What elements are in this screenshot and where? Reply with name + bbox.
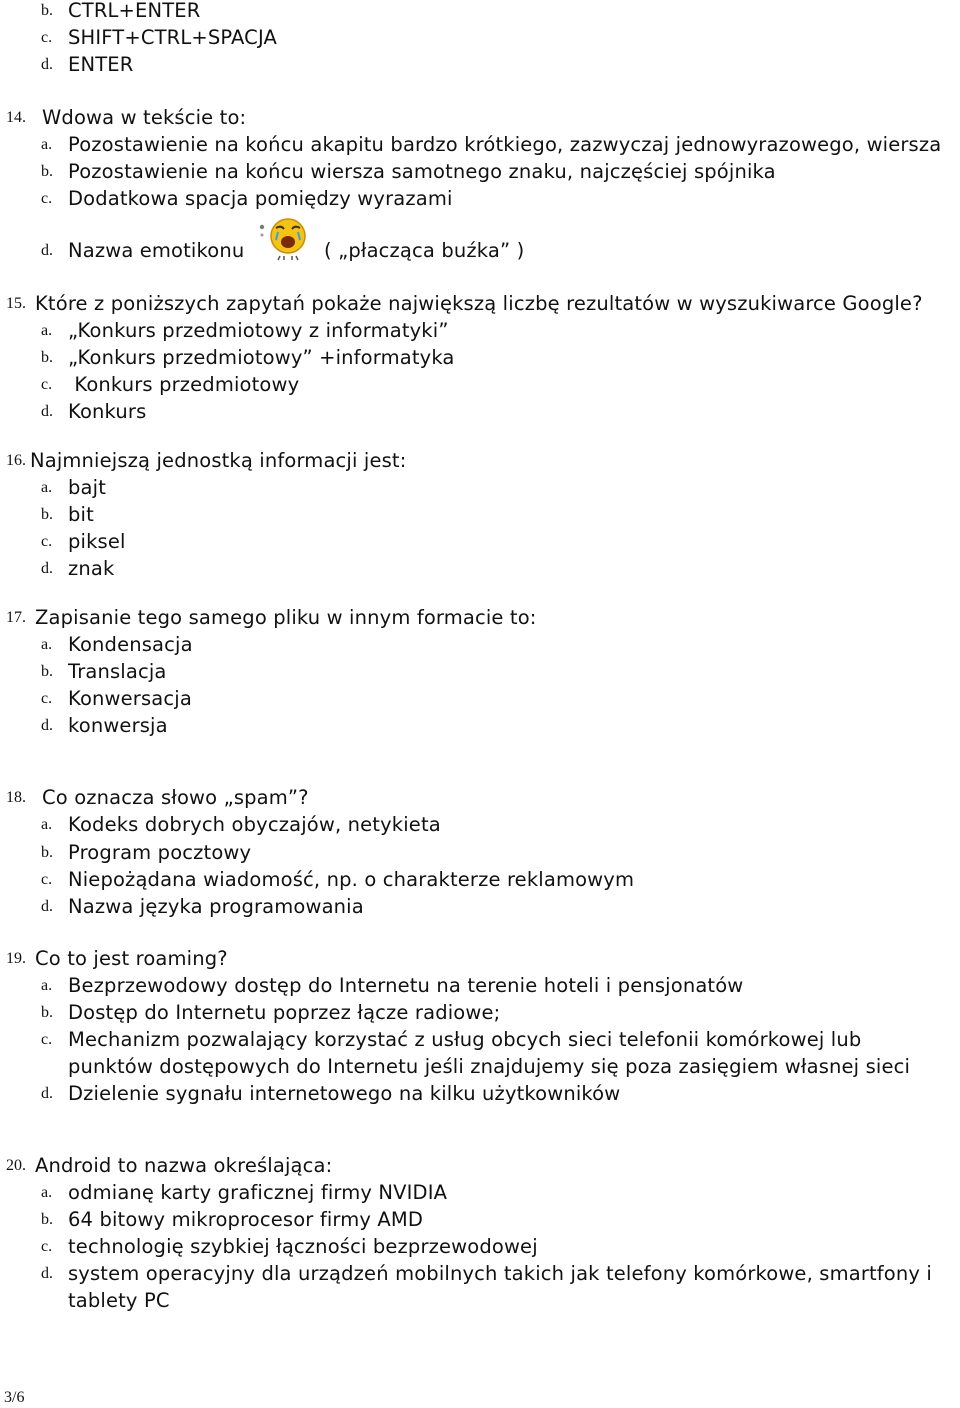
answer-text: Program pocztowy <box>68 841 252 864</box>
answer-text-continuation: punktów dostępowych do Internetu jeśli znajdujemy się poza zasięgiem własnej sieci <box>68 1055 911 1078</box>
answer-letter: d. <box>41 1085 53 1102</box>
answer-text: Dostęp do Internetu poprzez łącze radiowe; <box>68 1001 501 1024</box>
answer-text: bajt <box>68 476 106 499</box>
answer-text: Niepożądana wiadomość, np. o charakterze reklamowym <box>68 868 635 891</box>
answer-text: system operacyjny dla urządzeń mobilnych takich jak telefony komórkowe, smartfony i <box>68 1262 932 1285</box>
answer-letter: c. <box>41 29 53 46</box>
answer-text-after-icon: ( „płacząca buźka” ) <box>324 239 525 262</box>
question-text: Co oznacza słowo „spam”? <box>42 786 309 809</box>
question-number: 14. <box>6 109 26 126</box>
question-number: 19. <box>6 950 26 967</box>
answer-text: Kodeks dobrych obyczajów, netykieta <box>68 813 441 836</box>
answer-letter: a. <box>41 479 53 496</box>
question-number: 20. <box>6 1157 26 1174</box>
answer-text: Dodatkowa spacja pomiędzy wyrazami <box>68 187 453 210</box>
answer-letter: b. <box>41 349 53 366</box>
answer-text: Dzielenie sygnału internetowego na kilku użytkowników <box>68 1082 621 1105</box>
answer-text: Nazwa języka programowania <box>68 895 364 918</box>
answer-letter: b. <box>41 163 53 180</box>
question-text: Android to nazwa określająca: <box>35 1154 333 1177</box>
question-text: Wdowa w tekście to: <box>42 106 247 129</box>
answer-letter: d. <box>41 403 53 420</box>
answer-text-continuation: tablety PC <box>68 1289 170 1312</box>
answer-text: ENTER <box>68 53 134 76</box>
answer-text: SHIFT+CTRL+SPACJA <box>68 26 277 49</box>
answer-letter: c. <box>41 533 53 550</box>
question-text: Zapisanie tego samego pliku w innym formacie to: <box>35 606 537 629</box>
question-number: 18. <box>6 789 26 806</box>
answer-letter: c. <box>41 690 53 707</box>
answer-letter: c. <box>41 190 53 207</box>
answer-text: Pozostawienie na końcu akapitu bardzo krótkiego, zazwyczaj jednowyrazowego, wiersza <box>68 133 942 156</box>
answer-letter: b. <box>41 663 53 680</box>
question-number: 17. <box>6 609 26 626</box>
page-number: 3/6 <box>4 1389 25 1406</box>
answer-text: 64 bitowy mikroprocesor firmy AMD <box>68 1208 424 1231</box>
answer-letter: b. <box>41 1211 53 1228</box>
answer-text: Translacja <box>68 660 167 683</box>
answer-letter: a. <box>41 816 53 833</box>
answer-letter: c. <box>41 376 53 393</box>
answer-text: Konwersacja <box>68 687 192 710</box>
answer-text: Bezprzewodowy dostęp do Internetu na terenie hoteli i pensjonatów <box>68 974 744 997</box>
answer-text: Mechanizm pozwalający korzystać z usług obcych sieci telefonii komórkowej lub <box>68 1028 862 1051</box>
answer-letter: d. <box>41 898 53 915</box>
answer-text: bit <box>68 503 94 526</box>
answer-letter: d. <box>41 560 53 577</box>
question-number: 16. <box>6 452 26 469</box>
answer-letter: d. <box>41 242 53 259</box>
answer-text: znak <box>68 557 115 580</box>
answer-letter: a. <box>41 136 53 153</box>
answer-letter: b. <box>41 844 53 861</box>
answer-text: Kondensacja <box>68 633 193 656</box>
answer-letter: a. <box>41 1184 53 1201</box>
question-text: Najmniejszą jednostką informacji jest: <box>30 449 407 472</box>
question-text: Co to jest roaming? <box>35 947 228 970</box>
answer-text: technologię szybkiej łączności bezprzewodowej <box>68 1235 538 1258</box>
answer-letter: d. <box>41 1265 53 1282</box>
answer-letter: a. <box>41 636 53 653</box>
question-number: 15. <box>6 295 26 312</box>
answer-letter: b. <box>41 506 53 523</box>
answer-letter: d. <box>41 56 53 73</box>
answer-letter: b. <box>41 2 53 19</box>
question-text: Które z poniższych zapytań pokaże największą liczbę rezultatów w wyszukiwarce Google? <box>35 292 923 315</box>
answer-letter: d. <box>41 717 53 734</box>
answer-text: Konkurs przedmiotowy <box>68 373 300 396</box>
answer-text: Pozostawienie na końcu wiersza samotnego znaku, najczęściej spójnika <box>68 160 776 183</box>
crying-face-icon <box>254 214 318 264</box>
answer-letter: b. <box>41 1004 53 1021</box>
answer-text: Nazwa emotikonu <box>68 239 245 262</box>
answer-text: piksel <box>68 530 126 553</box>
answer-text: CTRL+ENTER <box>68 0 201 22</box>
answer-text: „Konkurs przedmiotowy” +informatyka <box>68 346 455 369</box>
answer-text: konwersja <box>68 714 168 737</box>
answer-letter: c. <box>41 871 53 888</box>
answer-letter: a. <box>41 322 53 339</box>
answer-letter: c. <box>41 1238 53 1255</box>
answer-letter: c. <box>41 1031 53 1048</box>
answer-text: odmianę karty graficznej firmy NVIDIA <box>68 1181 448 1204</box>
answer-text: „Konkurs przedmiotowy z informatyki” <box>68 319 449 342</box>
answer-text: Konkurs <box>68 400 147 423</box>
answer-letter: a. <box>41 977 53 994</box>
